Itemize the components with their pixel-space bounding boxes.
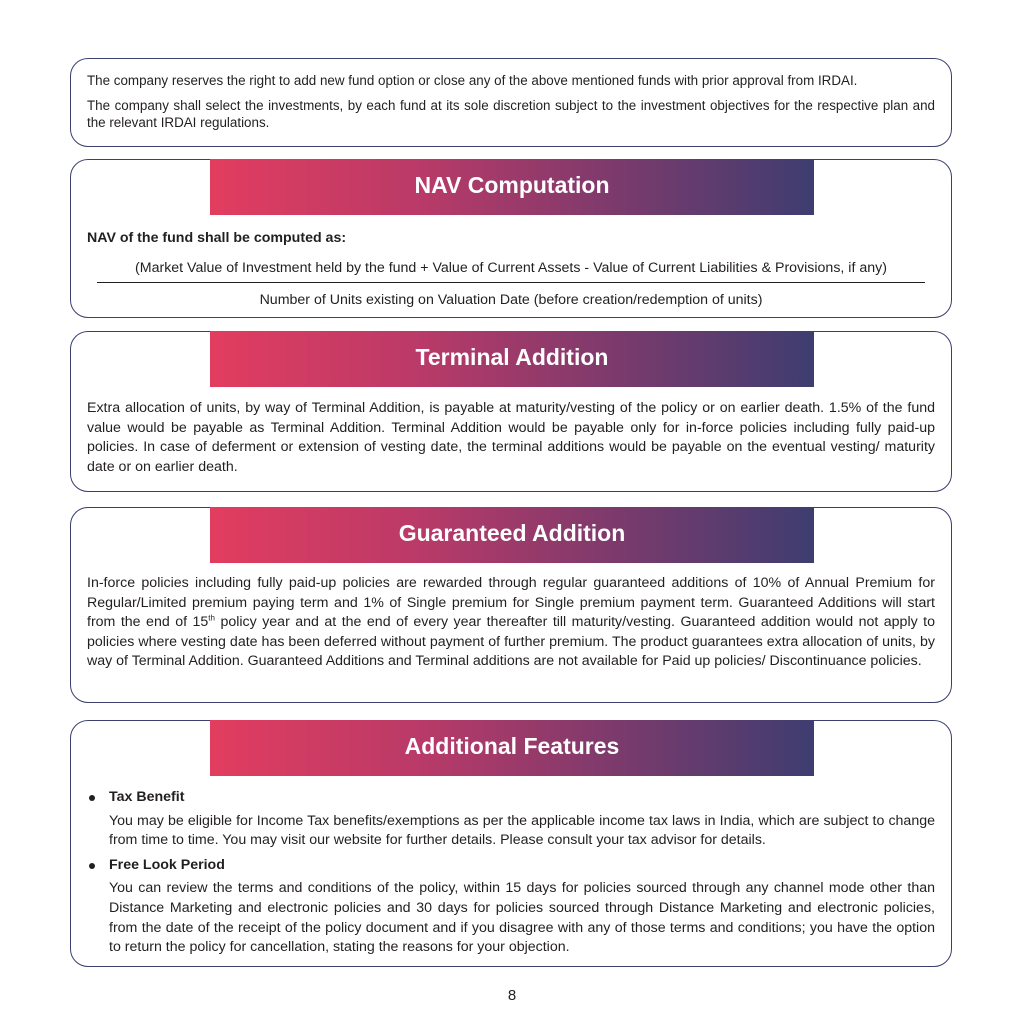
list-item xyxy=(87,788,935,851)
bullet-icon xyxy=(89,863,95,869)
nav-computation-heading: NAV Computation xyxy=(210,159,814,215)
nav-computation-section xyxy=(70,159,952,318)
terminal-addition-text: Extra allocation of units, by way of Terminal Addition, is payable at maturity/vesting of the policy or on earlier death. 1.5% of the fund value would be payable as Terminal Addition. Terminal Addition would be payable only for in-force policies including fully paid-up policies. In case of deferment or extension of vesting date, the terminal additions would be payable on the eventual vesting/ maturity date or on earlier death. xyxy=(87,400,935,475)
feature-text-tax-benefit: You may be eligible for Income Tax benefits/exemptions as per the applicable income tax laws in India, which are subject to change from time to time. You may visit our website for further details. Please consult your tax advisor for details. xyxy=(109,812,935,849)
bullet-icon xyxy=(89,795,95,801)
intro-paragraph-1: The company reserves the right to add new fund option or close any of the above mentioned funds with prior approval from IRDAI. xyxy=(87,73,858,88)
additional-features-section xyxy=(70,720,952,967)
terminal-addition-section xyxy=(70,331,952,492)
guaranteed-addition-text xyxy=(87,574,935,672)
page-number: 8 xyxy=(507,987,517,1004)
additional-features-heading: Additional Features xyxy=(210,720,814,776)
feature-title-free-look-period: Free Look Period xyxy=(109,856,225,873)
list-item xyxy=(87,856,935,958)
guaranteed-text-part-1: In-force policies including fully paid-up policies are rewarded through regular guaranteed additions of 10% of Annual Premium for Regular/Limited premium paying term and 1% of Single premium for Single premium payment term. Guaranteed Additions will start from the end of 15 xyxy=(87,575,935,631)
nav-formula-label: NAV of the fund shall be computed as: xyxy=(87,230,347,246)
terminal-addition-heading: Terminal Addition xyxy=(210,331,814,387)
intro-body xyxy=(87,72,935,139)
guaranteed-text-part-2: policy year and at the end of every year thereafter till maturity/vesting. Guaranteed addition would not apply to policies where vesting date has been deferred without payment of further premium. The product guarantees extra allocation of units, by way of Terminal Addition. Guaranteed Additions and Terminal additions are not available for Paid up policies/ Discontinuance policies. xyxy=(87,614,935,670)
feature-text-free-look-period: You can review the terms and conditions of the policy, within 15 days for policies sourced through any channel mode other than Distance Marketing and electronic policies and 30 days for policies sourced through Distance Marketing and electronic policies, from the date of the receipt of the policy document and if you disagree with any of those terms and conditions; you have the option to return the policy for cancellation, stating the reasons for your objection. xyxy=(109,880,935,956)
nav-body xyxy=(87,229,935,311)
intro-section xyxy=(70,58,952,147)
nav-formula-numerator: (Market Value of Investment held by the fund + Value of Current Assets - Value of Current Liabilities & Provisions, if any) xyxy=(135,259,887,276)
features-list xyxy=(87,788,935,958)
guaranteed-addition-section xyxy=(70,507,952,703)
feature-title-tax-benefit: Tax Benefit xyxy=(109,789,185,805)
ordinal-suffix: th xyxy=(208,613,215,623)
guaranteed-addition-heading: Guaranteed Addition xyxy=(210,507,814,563)
intro-paragraph-2: The company shall select the investments, by each fund at its sole discretion subject to the investment objectives for the respective plan and the relevant IRDAI regulations. xyxy=(87,97,935,130)
nav-formula-denominator: Number of Units existing on Valuation Date (before creation/redemption of units) xyxy=(259,292,763,309)
nav-formula xyxy=(87,259,935,311)
